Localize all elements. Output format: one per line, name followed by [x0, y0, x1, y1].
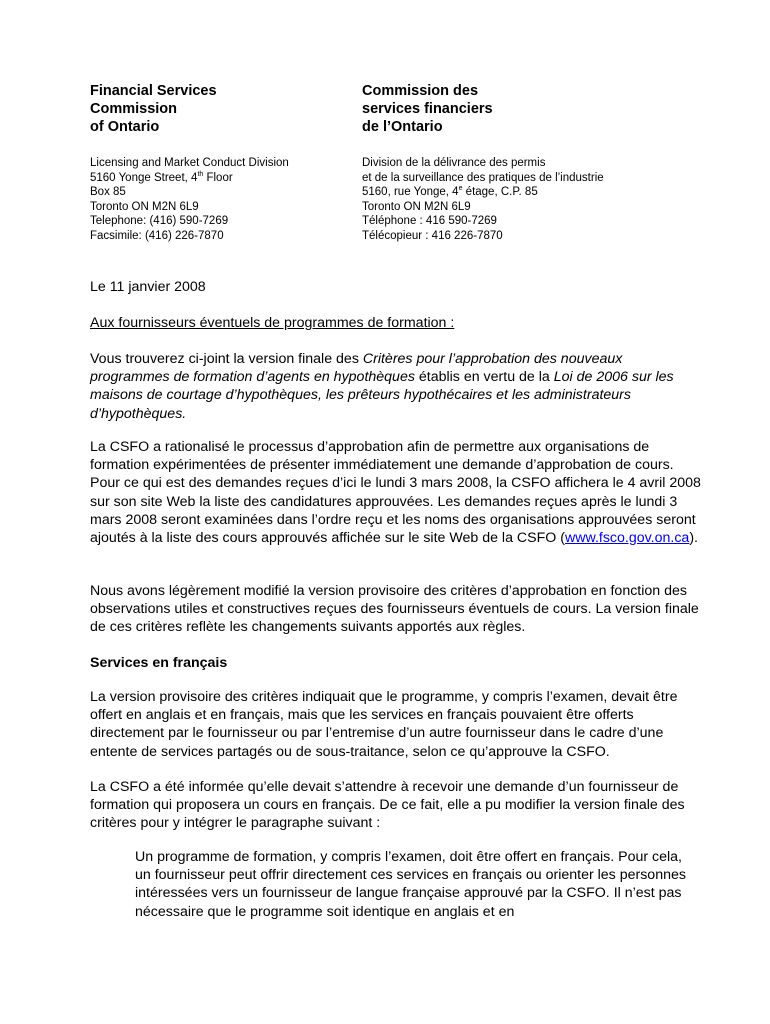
phone-english: Telephone: (416) 590-7269	[90, 215, 229, 228]
fax-french: Télécopieur : 416 226-7870	[362, 229, 503, 242]
division-french-1: Division de la délivrance des permis	[362, 157, 546, 169]
letterhead-french	[362, 82, 692, 244]
street-french: 5160, rue Yonge, 4e étage, C.P. 85	[362, 185, 538, 199]
division-english: Licensing and Market Conduct Division	[90, 157, 289, 169]
division-french-2: et de la surveillance des pratiques de l’industrie	[362, 171, 604, 184]
box-english: Box 85	[90, 186, 126, 199]
paragraph-intro: Vous trouverez ci-joint la version finale des Critères pour l’approbation des nouveaux programmes de formation d’agents en hypothèques établis en vertu de la Loi de 2006 sur les maisons de courtage d’hypothèques, les prêteurs hypothécaires et les administrateurs d’hypothèques.	[90, 351, 674, 422]
criteria-title: Critères pour l’approbation des nouveaux programmes de formation d’agents en hypothèques	[90, 351, 623, 386]
paragraph-changes: Nous avons légèrement modifié la version provisoire des critères d’approbation en fonction des observations utiles et constructives reçues des fournisseurs éventuels de cours. La version finale de ces critères reflète les changements suivants apportés aux règles.	[90, 583, 699, 636]
paragraph-informed: La CSFO a été informée qu’elle devait s’attendre à recevoir une demande d’un fournisseur de formation qui proposera un cours en français. De ce fait, elle a pu modifier la version finale des critères pour y intégrer le paragraphe suivant :	[90, 779, 685, 832]
org-name-english: Financial Services Commission of Ontario	[90, 83, 217, 135]
address-french	[362, 156, 692, 244]
street-english: 5160 Yonge Street, 4th Floor	[90, 170, 233, 184]
fax-english: Facsimile: (416) 226-7870	[90, 229, 224, 242]
org-name-french: Commission des services financiers de l’Ontario	[362, 83, 493, 135]
phone-french: Téléphone : 416 590-7269	[362, 215, 497, 228]
act-title: Loi de 2006 sur les maisons de courtage d’hypothèques, les prêteurs hypothécaires et les administrateurs d’hypothèques.	[90, 369, 674, 422]
city-english: Toronto ON M2N 6L9	[90, 200, 199, 213]
recipient-line: Aux fournisseurs éventuels de programmes de formation :	[90, 315, 455, 331]
quoted-paragraph: Un programme de formation, y compris l’examen, doit être offert en français. Pour cela, un fournisseur peut offrir directement ces services en français ou orienter les personnes intéressées vers un fournisseur de langue française approuvé par la CSFO. Il n’est pas nécessaire que le programme soit identique en anglais et en	[135, 849, 686, 920]
letterhead-english	[90, 82, 350, 244]
address-english	[90, 156, 350, 244]
paragraph-draft-version: La version provisoire des critères indiquait que le programme, y compris l’examen, devait être offert en anglais et en français, mais que les services en français pouvaient être offerts directement par le fournisseur ou par l’entremise d’un autre fournisseur dans le cadre d’une entente de services partagés ou de sous-traitance, selon ce qu’approuve la CSFO.	[90, 689, 678, 760]
paragraph-process: La CSFO a rationalisé le processus d’approbation afin de permettre aux organisations de formation expérimentées de présenter immédiatement une demande d’approbation de cours. Pour ce qui est des demandes reçues d’ici le lundi 3 mars 2008, la CSFO affichera le 4 avril 2008 sur son site Web la liste des candidatures approuvées. Les demandes reçues après le lundi 3 mars 2008 seront examinées dans l’ordre reçu et les noms des organisations approuvées seront ajoutés à la liste des cours approuvés affichée sur le site Web de la CSFO (www.fsco.gov.on.ca).	[90, 439, 701, 547]
fsco-website-link[interactable]: www.fsco.gov.on.ca	[565, 530, 690, 547]
section-heading-french-services: Services en français	[90, 655, 228, 671]
city-french: Toronto ON M2N 6L9	[362, 200, 471, 213]
letter-date: Le 11 janvier 2008	[90, 279, 206, 295]
